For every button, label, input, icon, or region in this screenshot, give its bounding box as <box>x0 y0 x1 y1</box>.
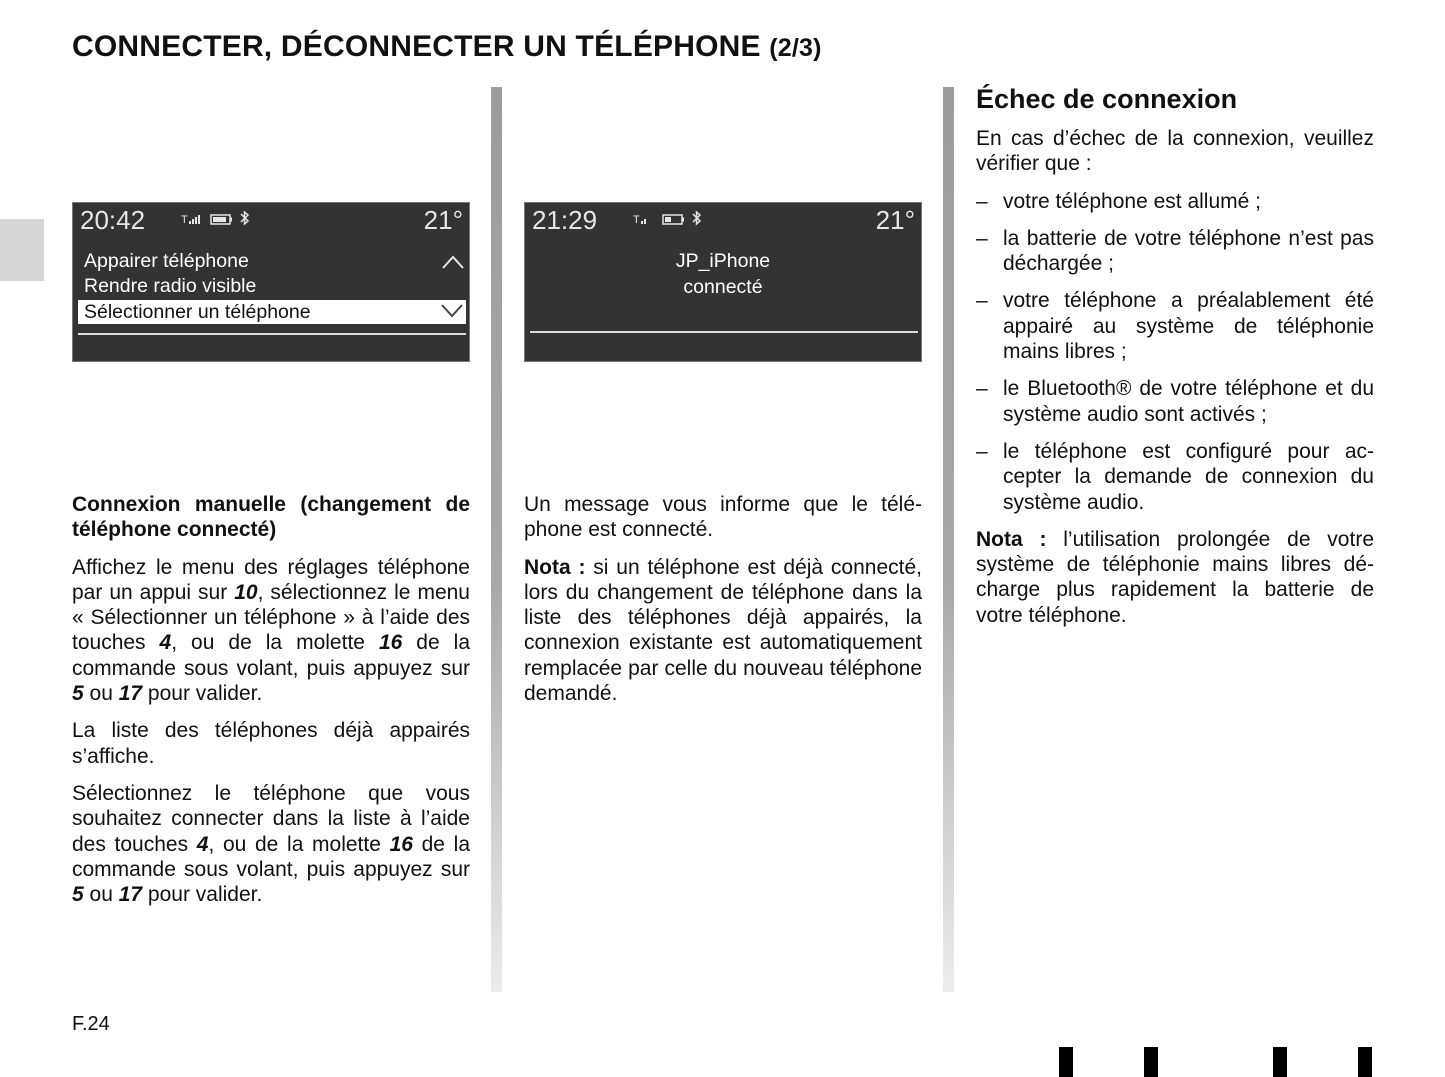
column-right <box>976 84 1374 640</box>
display-screen-menu <box>72 202 470 362</box>
signal-icon <box>181 212 205 226</box>
paragraph-select-phone: Sélectionnez le téléphone que vous souhaitez connecter dans la liste à l’aide des touches 4, ou de la molette 16 de la commande sous volant, puis appuyez sur 5 ou 17 pour valider. <box>72 781 471 907</box>
bluetooth-icon <box>239 210 251 226</box>
print-mark <box>1059 1047 1073 1077</box>
paragraph-connected-message: Un message vous informe que le téléphone est connecté. <box>524 493 922 542</box>
paragraph-failure-intro: En cas d’échec de la connexion, veuillez vérifier que : <box>976 127 1374 176</box>
status-icons <box>633 210 703 229</box>
bluetooth-icon <box>691 210 703 226</box>
display-screen-connected <box>524 202 922 362</box>
nota-paragraph: Nota : si un téléphone est déjà connecté, lors du changement de téléphone dans la liste des téléphones déjà appairés, la connexion existante est automatiquement remplacée par celle du nouveau téléphone demandé. <box>524 555 922 706</box>
column-left <box>72 492 470 919</box>
battery-icon <box>662 212 686 226</box>
menu-item-label: Sélectionner un téléphone <box>84 301 311 323</box>
list-item: – le téléphone est configuré pour accepter la demande de connexion du système audio. <box>976 439 1374 515</box>
column-separator <box>491 87 502 992</box>
print-mark <box>1273 1047 1287 1077</box>
list-item: – le Bluetooth® de votre téléphone et du système audio sont activés ; <box>976 376 1374 427</box>
screen-divider <box>78 333 466 335</box>
connected-phone-name: JP_iPhone <box>675 250 771 272</box>
chevron-down-icon <box>441 304 463 318</box>
menu-item-visible-radio[interactable]: Rendre radio visible <box>84 275 257 297</box>
nota-label: Nota : <box>524 555 586 579</box>
page-number: F.24 <box>72 1013 110 1035</box>
screen-temperature: 21° <box>423 205 463 235</box>
column-separator <box>943 87 954 992</box>
list-item: – la batterie de votre téléphone n’est pas déchargée ; <box>976 226 1374 277</box>
nota-paragraph: Nota : l’utilisation prolongée de votre système de téléphonie mains libres décharge plus rapidement la batterie de votre téléphone. <box>976 527 1374 627</box>
print-mark <box>1144 1047 1158 1077</box>
nota-label: Nota : <box>976 527 1047 551</box>
page-title <box>72 30 822 64</box>
section-heading-manual-connection: Connexion manuelle (changement de téléphone connecté) <box>72 493 470 542</box>
section-tab-marker <box>0 219 44 281</box>
status-icons <box>181 210 251 229</box>
svg-text:T: T <box>633 214 641 226</box>
page-title-text: CONNECTER, DÉCONNECTER UN TÉLÉPHONE <box>72 30 761 63</box>
paragraph-list-displayed: La liste des téléphones déjà appairés s’affiche. <box>72 719 470 768</box>
paragraph-open-settings: Affichez le menu des réglages téléphone par un appui sur 10, sélectionnez le menu « Sélectionner un téléphone » à l’aide des touches 4, ou de la molette 16 de la commande sous volant, puis appuyez sur 5 ou 17 pour valider. <box>72 555 470 706</box>
print-mark <box>1358 1047 1372 1077</box>
signal-icon <box>633 212 657 226</box>
svg-text:T: T <box>181 214 189 226</box>
connected-status: connecté <box>683 276 763 298</box>
battery-icon <box>210 212 234 226</box>
screen-time: 21:29 <box>532 205 598 235</box>
list-item: – votre téléphone est allumé ; <box>976 189 1374 214</box>
menu-item-pair-phone[interactable]: Appairer téléphone <box>84 250 249 272</box>
checklist <box>976 189 1374 515</box>
list-item: – votre téléphone a préalablement été appairé au système de téléphonie mains libres ; <box>976 288 1374 364</box>
screen-time: 20:42 <box>80 205 146 235</box>
section-heading-connection-failure: Échec de connexion <box>976 84 1238 114</box>
chevron-up-icon <box>442 255 464 269</box>
page-title-part: (2/3) <box>769 34 822 62</box>
screen-temperature: 21° <box>875 205 915 235</box>
screen-divider <box>530 331 918 333</box>
column-middle <box>524 492 922 718</box>
menu-item-select-phone-selected[interactable] <box>78 300 466 324</box>
